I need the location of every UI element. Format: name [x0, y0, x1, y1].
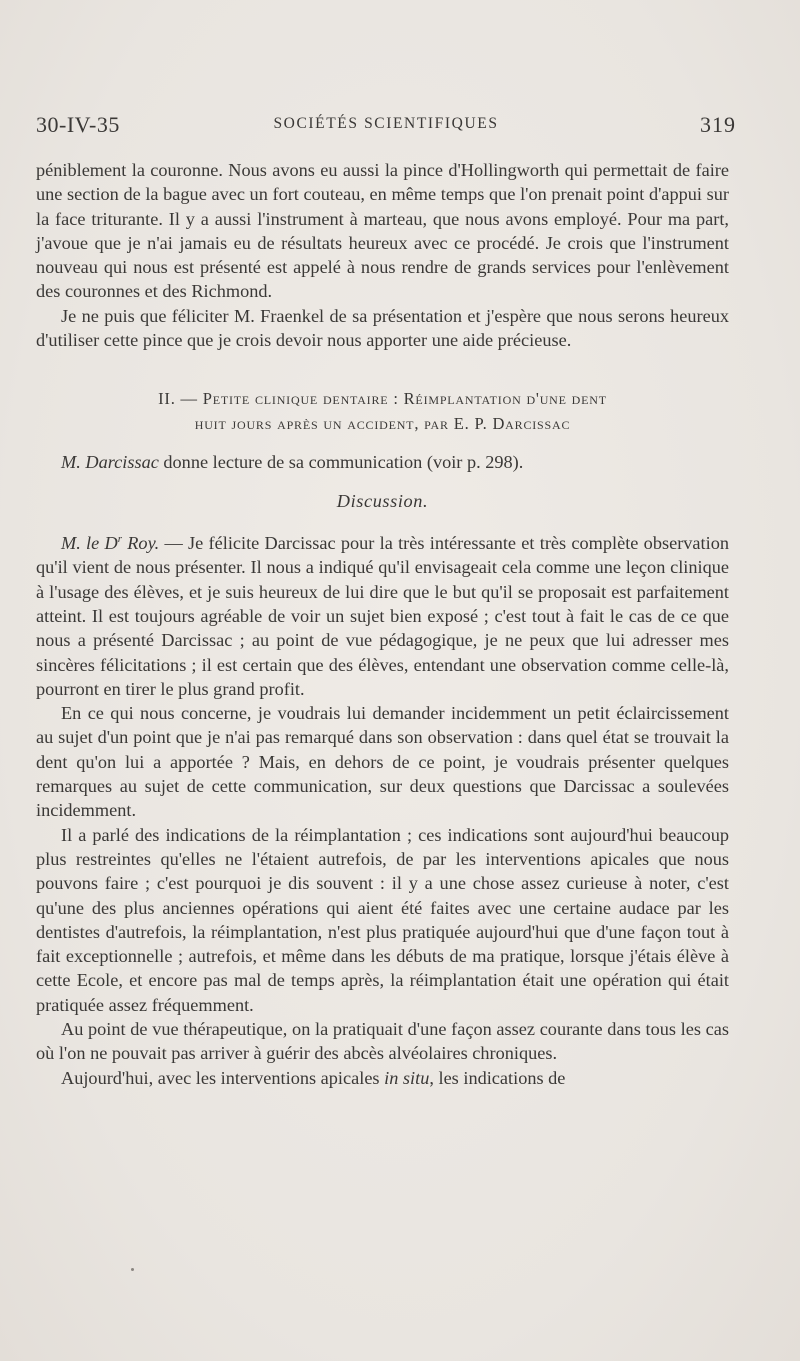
speaker-name: [61, 533, 159, 553]
paragraph: Il a parlé des indications de la réimplantation ; ces indications sont aujourd'hui beaucoup plus restreintes qu'elles ne l'étaient autrefois, de par les interventions apicales que nous pouvons faire ; c'est pourquoi je dis souvent : il y a une chose assez curieuse à noter, c'est qu'une des plus anciennes opérations qui aient été faites avec une certaine audace par les dentistes d'autrefois, la réimplantation, n'est plus pratiquée aujourd'hui que d'une façon tout à fait exceptionnelle ; autrefois, et même dans les débuts de ma pratique, lorsque j'étais élève à cette Ecole, et encore pas mal de temps après, la réimplantation était une opération qui était pratiquée assez fréquemment.: [36, 824, 729, 1015]
ink-speck: [131, 1268, 134, 1271]
last-text-after: , les indications de: [429, 1067, 566, 1088]
body-text: [36, 158, 729, 1090]
roy-text: — Je félicite Darcissac pour la très intéressante et très complète observation qu'il vient de nous présenter. Il nous a indiqué qu'il envisageait cela comme une leçon clinique à l'usage des élèves, et je suis heureux de lui dire que le but qu'il se proposait est parfaitement atteint. Il est toujours agréable de voir un sujet bien exposé ; c'est tout à fait le cas de ce que nous a présenté Darcissac ; au point de vue pédagogique, je ne peux que lui adresser mes sincères félicitations ; il est certain que des élèves, entendant une observation comme celle-là, pourront en tirer le plus grand profit.: [36, 533, 729, 699]
speaker-superscript: r: [117, 532, 122, 545]
last-text-before: Aujourd'hui, avec les interventions apicales: [61, 1067, 385, 1088]
discussion-heading: Discussion.: [336, 490, 429, 511]
section-title: [36, 386, 729, 436]
paragraph: péniblement la couronne. Nous avons eu aussi la pince d'Hollingworth qui permettait de faire une section de la bague avec un fort couteau, en même temps que l'on prenait point d'appui sur la face triturante. Il y a aussi l'instrument à marteau, que nous avons employé. Pour ma part, j'avoue que je n'ai jamais eu de résultats heureux avec ce procédé. Je crois que l'instrument nouveau qui nous est présenté est appelé à nous rendre de grands services pour l'enlèvement des couronnes et des Richmond.: [36, 160, 729, 302]
paragraph: En ce qui nous concerne, je voudrais lui demander incidemment un petit éclaircissement au sujet d'un point que je n'ai pas remarqué dans son observation : dans quel état se trouvait la dent qu'on lui a apportée ? Mais, en dehors de ce point, je voudrais présenter quelques remarques au sujet de cette communication, sur deux questions que Darcissac a soulevées incidemment.: [36, 703, 729, 821]
speaker-prefix: M. le D: [61, 533, 118, 554]
speaker-name: M. Darcissac: [61, 452, 159, 473]
paragraph: Au point de vue thérapeutique, on la pratiquait d'une façon assez courante dans tous les cas où l'on ne pouvait pas arriver à guérir des abcès alvéolaires chroniques.: [36, 1019, 729, 1064]
speaker-surname: Roy.: [122, 533, 160, 554]
section-title-line: II. — Petite clinique dentaire : Réimplantation d'une dent: [158, 389, 607, 409]
header-date: 30-IV-35: [36, 112, 120, 137]
intro-paragraph: [36, 450, 729, 474]
page-number: 319: [700, 112, 736, 137]
running-header: [36, 112, 736, 142]
section-title-line: huit jours après un accident, par E. P. Darcissac: [194, 414, 571, 434]
header-title: SOCIÉTÉS SCIENTIFIQUES: [273, 115, 499, 132]
last-text-italic: in situ: [384, 1067, 430, 1088]
last-paragraph: [36, 1066, 729, 1090]
paragraph: Je ne puis que féliciter M. Fraenkel de sa présentation et j'espère que nous serons heureux d'utiliser cette pince que je crois devoir nous apporter une aide précieuse.: [36, 305, 729, 351]
roy-paragraph: [36, 527, 729, 701]
intro-text: donne lecture de sa communication (voir p. 298).: [158, 452, 524, 473]
